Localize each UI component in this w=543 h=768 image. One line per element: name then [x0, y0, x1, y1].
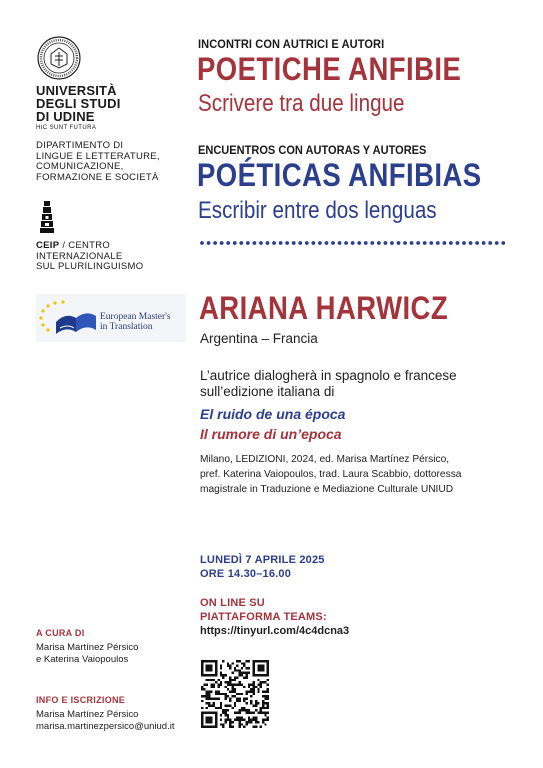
event-date: LUNEDÌ 7 APRILE 2025 [200, 554, 325, 566]
curators-names [36, 642, 138, 666]
publication-line: magistrale in Traduzione e Mediazione Culturale UNIUD [200, 484, 454, 495]
ceip-acronym: CEIP [36, 240, 60, 251]
emt-stars-book-icon [38, 298, 98, 338]
department-line: COMUNICAZIONE, [36, 161, 124, 172]
series-title-it: POETICHE ANFIBIE [197, 51, 462, 87]
info-contact [36, 709, 174, 733]
series-label-es: ENCUENTROS CON AUTORAS Y AUTORES [198, 143, 427, 157]
event-time: ORE 14.30–16.00 [200, 568, 292, 580]
ceip-tower-icon [36, 200, 58, 234]
book-title-it: Il rumore di un’epoca [200, 426, 342, 442]
online-label: ON LINE SU [200, 597, 265, 609]
emt-logo-text [100, 312, 171, 332]
publication-details [200, 452, 510, 497]
emt-line: in Translation [100, 322, 153, 332]
ceip-line: INTERNAZIONALE [36, 250, 123, 262]
dotted-divider [199, 240, 505, 246]
department-name [36, 141, 186, 183]
platform-label: PIATTAFORMA TEAMS: [200, 611, 327, 623]
info-email[interactable]: marisa.martinezpersico@uniud.it [36, 721, 175, 732]
department-line: LINGUE E LETTERATURE, [36, 150, 160, 162]
series-subtitle-es: Escribir entre dos lenguas [198, 197, 437, 224]
university-name [36, 84, 166, 123]
description-line: sull’edizione italiana di [200, 384, 335, 399]
author-countries: Argentina – Francia [200, 331, 318, 346]
teams-link[interactable]: https://tinyurl.com/4c4dcna3 [200, 625, 350, 637]
description-line: L’autrice dialogherà in spagnolo e francese [200, 368, 457, 383]
curators-title: A CURA DI [36, 628, 85, 638]
author-name: ARIANA HARWICZ [199, 290, 449, 326]
emt-line: European Master's [100, 312, 171, 322]
book-title-es: El ruido de una época [200, 406, 346, 422]
info-title: INFO E ISCRIZIONE [36, 695, 126, 705]
series-label-it: INCONTRI CON AUTRICI E AUTORI [198, 37, 385, 51]
publication-line: Milano, LEDIZIONI, 2024, ed. Marisa Martínez Pérsico, [200, 454, 450, 465]
university-name-line: UNIVERSITÀ [36, 83, 117, 98]
ceip-center-name [36, 241, 186, 273]
university-motto: HIC SUNT FUTURA [36, 125, 97, 131]
series-title-es: POÉTICAS ANFIBIAS [197, 157, 482, 193]
department-line: DIPARTIMENTO DI [36, 140, 124, 151]
university-seal-logo [37, 36, 81, 80]
series-subtitle-it: Scrivere tra due lingue [198, 90, 405, 117]
info-line: Marisa Martínez Pérsico [36, 709, 139, 720]
qr-code[interactable] [201, 660, 269, 728]
ceip-label: / CENTRO [59, 240, 111, 251]
university-name-line: DEGLI STUDI [36, 96, 121, 111]
curator-line: Marisa Martínez Pérsico [36, 642, 139, 653]
department-line: FORMAZIONE E SOCIETÀ [36, 171, 159, 183]
university-name-line: DI UDINE [36, 109, 95, 124]
event-description [200, 368, 520, 400]
curator-line: e Katerina Vaiopoulos [36, 654, 129, 665]
ceip-line: SUL PLURILINGUISMO [36, 261, 144, 272]
publication-line: pref. Katerina Vaiopoulos, trad. Laura Scabbio, dottoressa [200, 469, 462, 480]
